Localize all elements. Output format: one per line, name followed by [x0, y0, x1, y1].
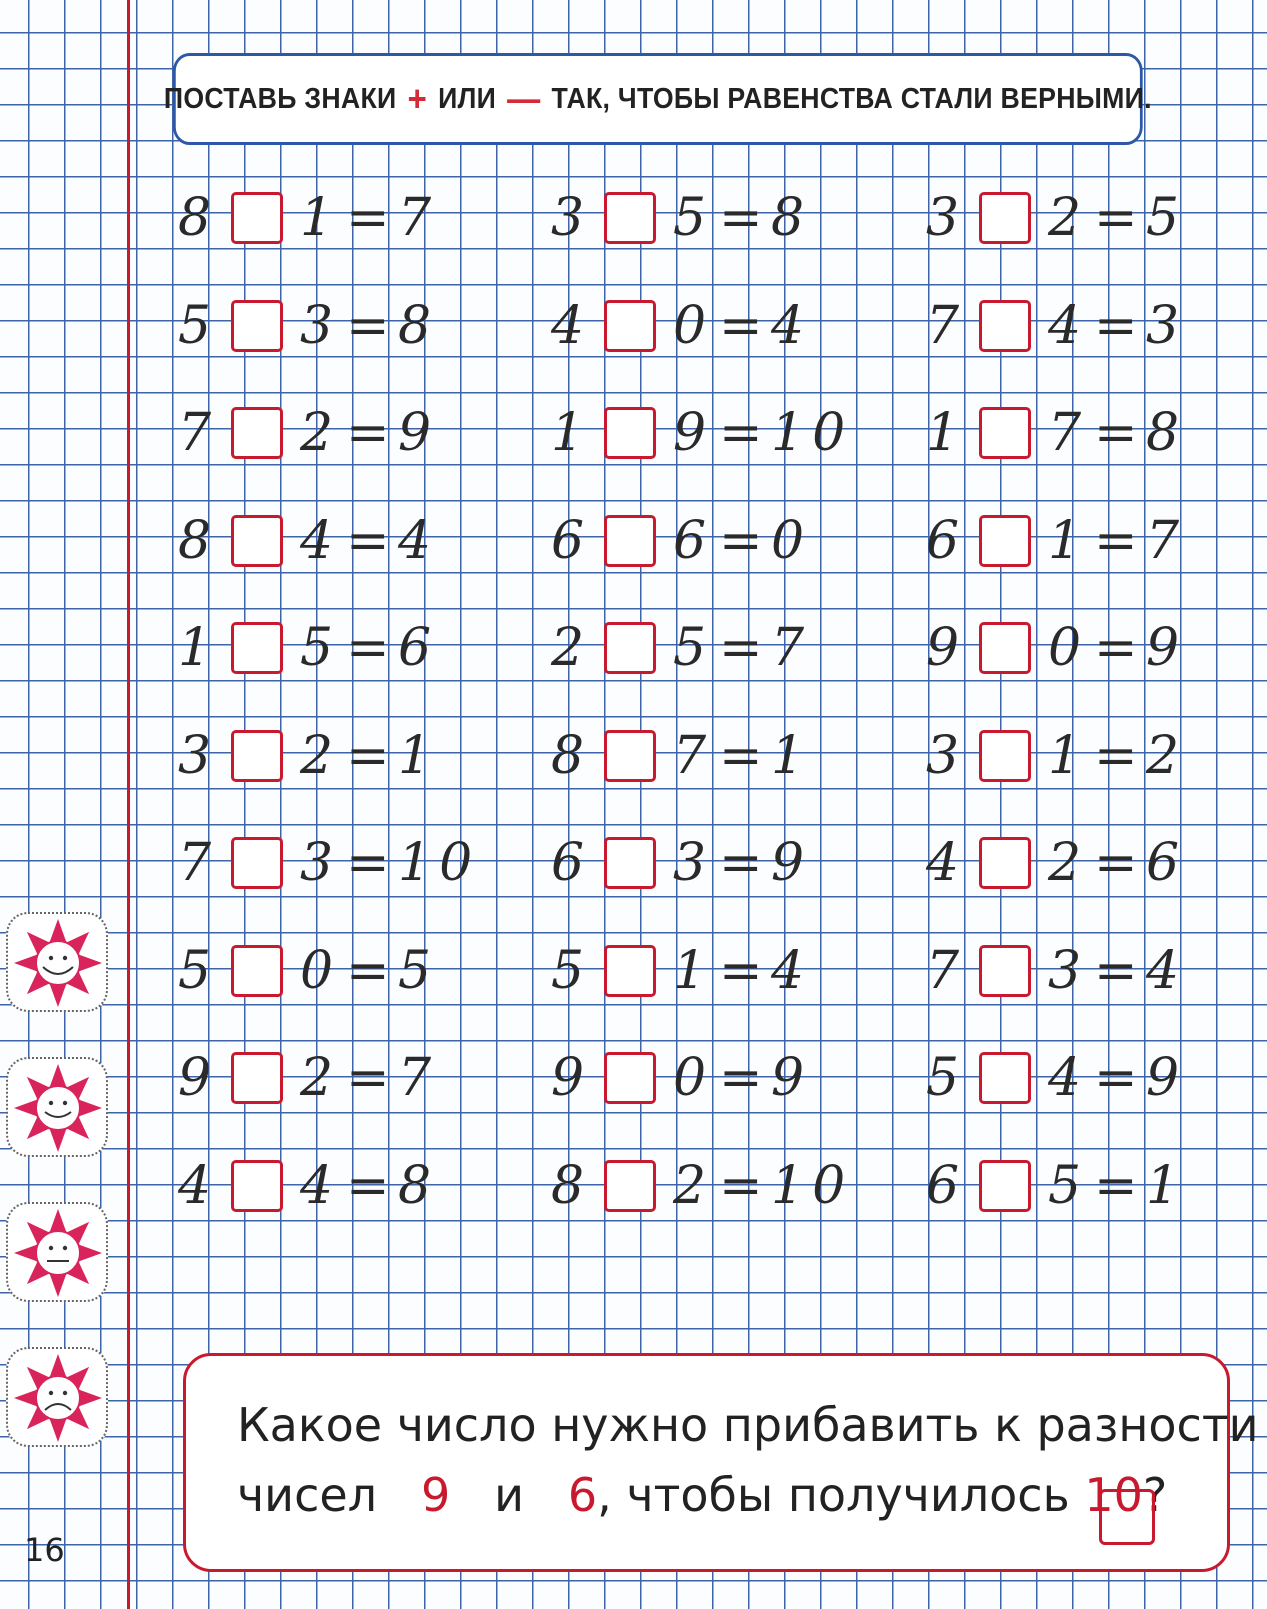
- sign-answer-box[interactable]: [979, 192, 1031, 244]
- sign-answer-box[interactable]: [231, 192, 283, 244]
- operand-a: 6: [926, 1156, 960, 1216]
- equation: [176, 513, 486, 569]
- equation: [549, 728, 859, 784]
- sign-answer-box[interactable]: [979, 1160, 1031, 1212]
- operand-b: 3: [1048, 941, 1082, 1001]
- operand-b: 0: [1048, 618, 1082, 678]
- result: 7: [398, 1048, 432, 1108]
- answer-box[interactable]: [1099, 1489, 1155, 1545]
- result: 1: [771, 726, 805, 786]
- result: 3: [1146, 296, 1180, 356]
- equation: [549, 513, 859, 569]
- operand-a: 5: [178, 941, 212, 1001]
- result: 4: [771, 296, 805, 356]
- equation: [176, 298, 486, 354]
- equals-sign: =: [719, 618, 763, 678]
- result: 1: [398, 726, 432, 786]
- result: 4: [1146, 941, 1180, 1001]
- equals-sign: =: [346, 188, 390, 248]
- result: 5: [1146, 188, 1180, 248]
- operand-a: 7: [178, 833, 212, 893]
- equation: [924, 513, 1234, 569]
- sign-answer-box[interactable]: [231, 300, 283, 352]
- operand-a: 2: [551, 618, 585, 678]
- equals-sign: =: [1094, 296, 1138, 356]
- sign-answer-box[interactable]: [231, 730, 283, 782]
- sign-answer-box[interactable]: [604, 407, 656, 459]
- operand-b: 7: [673, 726, 707, 786]
- question-line-1: Какое число нужно прибавить к разности: [237, 1398, 1259, 1452]
- equation: [924, 1158, 1234, 1214]
- sign-answer-box[interactable]: [604, 300, 656, 352]
- equals-sign: =: [1094, 618, 1138, 678]
- task-title-box: [163, 53, 1152, 145]
- equation: [549, 835, 859, 891]
- equation: [549, 620, 859, 676]
- operand-a: 8: [551, 1156, 585, 1216]
- happy-sun-icon[interactable]: [6, 912, 108, 1012]
- sign-answer-box[interactable]: [231, 1160, 283, 1212]
- result: 8: [398, 296, 432, 356]
- result: 10: [771, 1156, 854, 1216]
- equals-sign: =: [346, 618, 390, 678]
- result: 9: [1146, 618, 1180, 678]
- equation: [549, 1050, 859, 1106]
- sign-answer-box[interactable]: [604, 515, 656, 567]
- neutral-sun-icon[interactable]: [6, 1202, 108, 1302]
- equation: [176, 943, 486, 999]
- operand-b: 4: [300, 1156, 334, 1216]
- operand-b: 2: [1048, 188, 1082, 248]
- equals-sign: =: [346, 726, 390, 786]
- operand-a: 8: [178, 511, 212, 571]
- equation: [924, 728, 1234, 784]
- equals-sign: =: [346, 833, 390, 893]
- sign-answer-box[interactable]: [979, 945, 1031, 997]
- result: 5: [398, 941, 432, 1001]
- sign-answer-box[interactable]: [979, 837, 1031, 889]
- equation: [176, 1050, 486, 1106]
- sign-answer-box[interactable]: [979, 300, 1031, 352]
- notebook-margin-line: [127, 0, 130, 1609]
- operand-a: 3: [926, 188, 960, 248]
- sign-answer-box[interactable]: [231, 515, 283, 567]
- operand-b: 0: [673, 296, 707, 356]
- equation: [176, 405, 486, 461]
- operand-b: 2: [1048, 833, 1082, 893]
- sign-answer-box[interactable]: [604, 837, 656, 889]
- title-part1: ПОСТАВЬ ЗНАКИ: [163, 82, 397, 115]
- operand-a: 1: [926, 403, 960, 463]
- equation: [924, 405, 1234, 461]
- operand-a: 6: [551, 511, 585, 571]
- operand-a: 3: [178, 726, 212, 786]
- result: 9: [398, 403, 432, 463]
- result: 8: [771, 188, 805, 248]
- minus-sign: —: [507, 78, 541, 119]
- question-mark: ?: [1142, 1468, 1168, 1522]
- operand-b: 0: [673, 1048, 707, 1108]
- number-six: 6: [567, 1468, 598, 1522]
- operand-a: 7: [926, 296, 960, 356]
- operand-a: 3: [926, 726, 960, 786]
- sign-answer-box[interactable]: [231, 622, 283, 674]
- title-part2: ТАК, ЧТОБЫ РАВЕНСТВА СТАЛИ ВЕРНЫМИ.: [551, 82, 1152, 115]
- question-box: [183, 1353, 1259, 1572]
- result: 9: [771, 1048, 805, 1108]
- operand-b: 1: [673, 941, 707, 1001]
- operand-b: 1: [1048, 726, 1082, 786]
- operand-a: 3: [551, 188, 585, 248]
- operand-a: 4: [926, 833, 960, 893]
- result: 1: [1146, 1156, 1180, 1216]
- sign-answer-box[interactable]: [979, 730, 1031, 782]
- result: 7: [1146, 511, 1180, 571]
- equals-sign: =: [719, 1156, 763, 1216]
- equals-sign: =: [1094, 1048, 1138, 1108]
- equals-sign: =: [1094, 941, 1138, 1001]
- equals-sign: =: [719, 833, 763, 893]
- operand-b: 6: [673, 511, 707, 571]
- operand-a: 1: [551, 403, 585, 463]
- operand-a: 8: [178, 188, 212, 248]
- equals-sign: =: [1094, 511, 1138, 571]
- result: 7: [398, 188, 432, 248]
- operand-a: 1: [178, 618, 212, 678]
- sign-answer-box[interactable]: [604, 945, 656, 997]
- equation: [176, 835, 486, 891]
- equation: [549, 190, 859, 246]
- operand-b: 4: [1048, 296, 1082, 356]
- sad-sun-icon[interactable]: [6, 1347, 108, 1447]
- operand-a: 9: [178, 1048, 212, 1108]
- operand-b: 2: [300, 403, 334, 463]
- equals-sign: =: [346, 296, 390, 356]
- sign-answer-box[interactable]: [231, 945, 283, 997]
- sign-answer-box[interactable]: [604, 1160, 656, 1212]
- equation: [176, 620, 486, 676]
- operand-b: 3: [300, 296, 334, 356]
- equals-sign: =: [346, 403, 390, 463]
- equation: [549, 298, 859, 354]
- operand-a: 5: [178, 296, 212, 356]
- result: 9: [1146, 1048, 1180, 1108]
- operand-b: 5: [1048, 1156, 1082, 1216]
- equals-sign: =: [719, 511, 763, 571]
- question-and: и: [494, 1468, 525, 1522]
- operand-b: 2: [300, 726, 334, 786]
- plus-sign: +: [407, 78, 428, 119]
- sign-answer-box[interactable]: [231, 1052, 283, 1104]
- operand-a: 5: [551, 941, 585, 1001]
- operand-a: 7: [926, 941, 960, 1001]
- question-word-numbers: чисел: [237, 1468, 378, 1522]
- equals-sign: =: [719, 296, 763, 356]
- result: 6: [398, 618, 432, 678]
- sign-answer-box[interactable]: [979, 1052, 1031, 1104]
- equation: [924, 620, 1234, 676]
- operand-a: 8: [551, 726, 585, 786]
- result: 9: [771, 833, 805, 893]
- operand-a: 6: [926, 511, 960, 571]
- operand-a: 9: [926, 618, 960, 678]
- equation: [549, 405, 859, 461]
- title-or: ИЛИ: [438, 82, 497, 115]
- equation: [924, 943, 1234, 999]
- operand-b: 0: [300, 941, 334, 1001]
- smiling-sun-icon[interactable]: [6, 1057, 108, 1157]
- sign-answer-box[interactable]: [231, 837, 283, 889]
- result: 10: [771, 403, 854, 463]
- operand-b: 2: [673, 1156, 707, 1216]
- operand-b: 4: [1048, 1048, 1082, 1108]
- sign-answer-box[interactable]: [979, 407, 1031, 459]
- equation: [176, 728, 486, 784]
- operand-b: 1: [1048, 511, 1082, 571]
- equals-sign: =: [1094, 1156, 1138, 1216]
- equals-sign: =: [719, 1048, 763, 1108]
- operand-b: 9: [673, 403, 707, 463]
- operand-b: 4: [300, 511, 334, 571]
- result: 4: [771, 941, 805, 1001]
- operand-a: 5: [926, 1048, 960, 1108]
- equals-sign: =: [346, 511, 390, 571]
- result: 8: [1146, 403, 1180, 463]
- equation: [924, 835, 1234, 891]
- operand-b: 1: [300, 188, 334, 248]
- sign-answer-box[interactable]: [231, 407, 283, 459]
- operand-a: 4: [178, 1156, 212, 1216]
- operand-a: 9: [551, 1048, 585, 1108]
- number-nine: 9: [420, 1468, 451, 1522]
- sign-answer-box[interactable]: [604, 1052, 656, 1104]
- equals-sign: =: [1094, 726, 1138, 786]
- operand-a: 4: [551, 296, 585, 356]
- question-line-2: [237, 1468, 1167, 1522]
- equals-sign: =: [1094, 403, 1138, 463]
- operand-b: 5: [300, 618, 334, 678]
- equals-sign: =: [719, 403, 763, 463]
- operand-a: 7: [178, 403, 212, 463]
- equation: [924, 190, 1234, 246]
- equation: [176, 1158, 486, 1214]
- operand-b: 2: [300, 1048, 334, 1108]
- result: 6: [1146, 833, 1180, 893]
- operand-b: 5: [673, 188, 707, 248]
- operand-b: 7: [1048, 403, 1082, 463]
- sign-answer-box[interactable]: [979, 622, 1031, 674]
- operand-b: 3: [300, 833, 334, 893]
- sign-answer-box[interactable]: [979, 515, 1031, 567]
- equals-sign: =: [346, 941, 390, 1001]
- number-ten: 10: [1084, 1468, 1143, 1522]
- equation: [924, 1050, 1234, 1106]
- equation: [176, 190, 486, 246]
- operand-b: 5: [673, 618, 707, 678]
- result: 7: [771, 618, 805, 678]
- result: 2: [1146, 726, 1180, 786]
- equals-sign: =: [1094, 833, 1138, 893]
- equals-sign: =: [719, 941, 763, 1001]
- equation: [549, 943, 859, 999]
- result: 0: [771, 511, 805, 571]
- equals-sign: =: [719, 726, 763, 786]
- question-ending: , чтобы получилось: [597, 1468, 1070, 1522]
- equals-sign: =: [346, 1156, 390, 1216]
- result: 4: [398, 511, 432, 571]
- equals-sign: =: [1094, 188, 1138, 248]
- result: 8: [398, 1156, 432, 1216]
- operand-b: 3: [673, 833, 707, 893]
- operand-a: 6: [551, 833, 585, 893]
- equation: [549, 1158, 859, 1214]
- sign-answer-box[interactable]: [604, 192, 656, 244]
- equation: [924, 298, 1234, 354]
- sign-answer-box[interactable]: [604, 730, 656, 782]
- equals-sign: =: [346, 1048, 390, 1108]
- sign-answer-box[interactable]: [604, 622, 656, 674]
- equals-sign: =: [719, 188, 763, 248]
- page-number: 16: [24, 1531, 65, 1569]
- result: 10: [398, 833, 481, 893]
